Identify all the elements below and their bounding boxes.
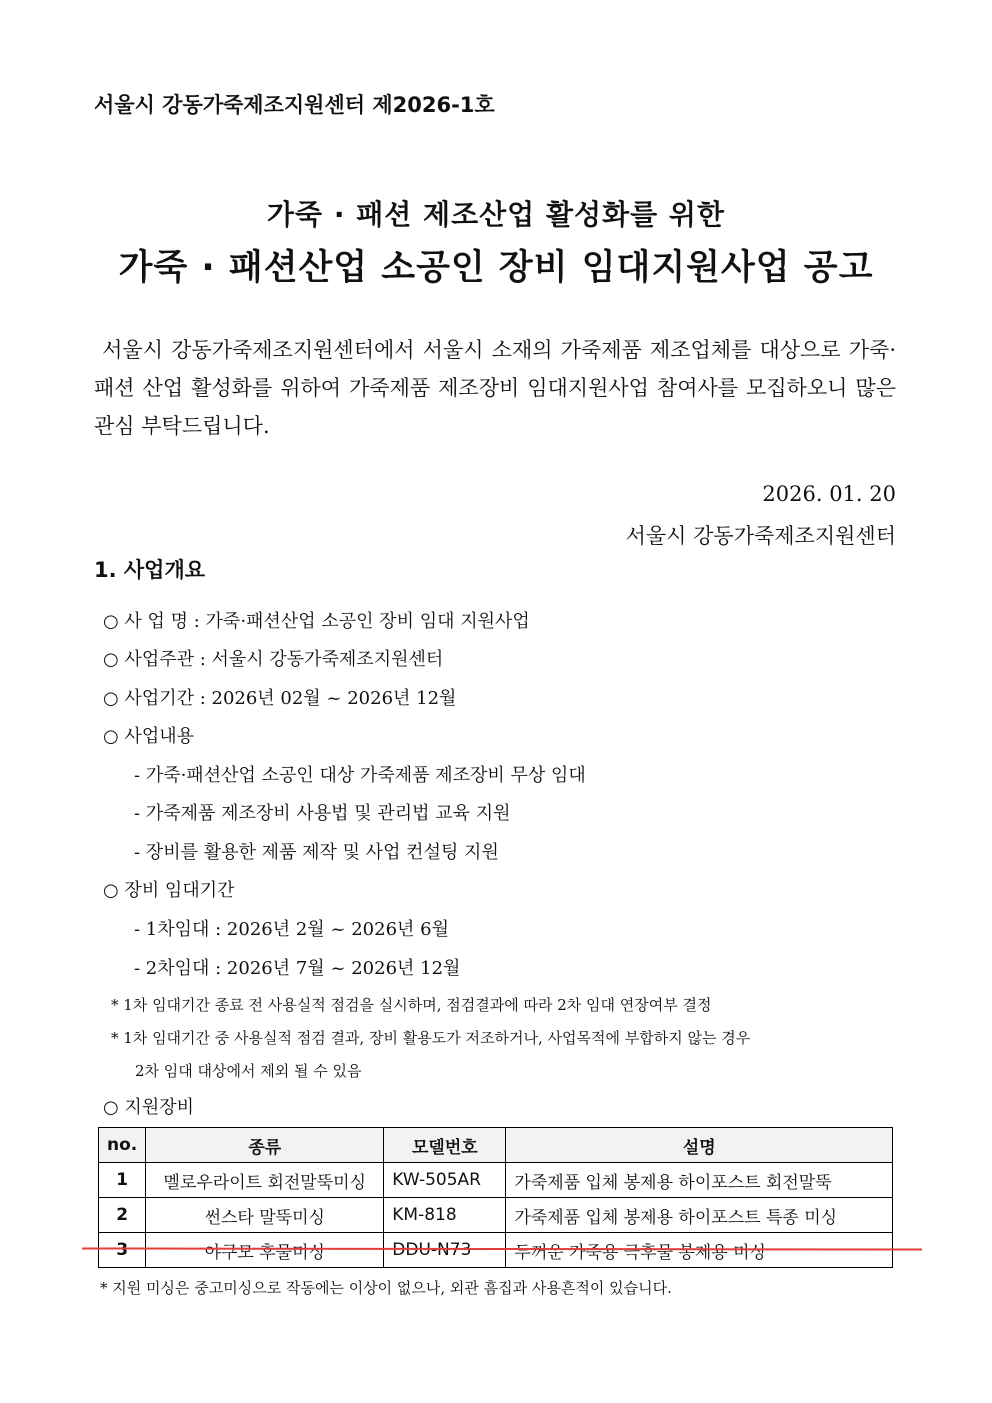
cell-description: 가죽제품 입체 봉제용 하이포스트 특종 미싱 [506, 1198, 893, 1233]
cell-no: 1 [99, 1163, 146, 1198]
table-header-row [99, 1128, 893, 1163]
issue-date: 2026. 01. 20 [762, 482, 896, 506]
cell-model: KW-505AR [384, 1163, 506, 1198]
section-heading: 1. 사업개요 [94, 558, 206, 582]
content-sub-item: - 가죽제품 제조장비 사용법 및 관리법 교육 지원 [134, 803, 511, 824]
period-sub-item: - 1차임대 : 2026년 2월 ~ 2026년 6월 [134, 919, 449, 940]
cell-model: KM-818 [384, 1198, 506, 1233]
intro-paragraph [94, 331, 896, 445]
header-model: 모델번호 [384, 1128, 506, 1163]
title-subtitle: 가죽 · 패션 제조산업 활성화를 위한 [266, 198, 726, 231]
table-row [99, 1198, 893, 1233]
item-equipment: ○ 지원장비 [103, 1097, 194, 1118]
cell-type: 썬스타 말뚝미싱 [146, 1198, 384, 1233]
item-period: ○ 사업기간 : 2026년 02월 ~ 2026년 12월 [103, 688, 457, 709]
cell-no: 3 [99, 1233, 146, 1268]
note-item-continued: 2차 임대 대상에서 제외 될 수 있음 [135, 1062, 362, 1080]
cell-model: DDU-N73 [384, 1233, 506, 1268]
cell-no: 2 [99, 1198, 146, 1233]
item-content: ○ 사업내용 [103, 726, 194, 747]
note-item: * 1차 임대기간 중 사용실적 점검 결과, 장비 활용도가 저조하거나, 사업목적에 부합하지 않는 경우 [111, 1029, 751, 1047]
footnote: * 지원 미싱은 중고미싱으로 작동에는 이상이 없으나, 외관 흠집과 사용흔적이 있습니다. [100, 1279, 672, 1297]
issuer: 서울시 강동가죽제조지원센터 [625, 524, 896, 548]
header-no: no. [99, 1128, 146, 1163]
item-project-name: ○ 사 업 명 : 가죽·패션산업 소공인 장비 임대 지원사업 [103, 611, 530, 632]
note-item: * 1차 임대기간 종료 전 사용실적 점검을 실시하며, 점검결과에 따라 2차 임대 연장여부 결정 [111, 996, 712, 1014]
content-sub-item: - 가죽·패션산업 소공인 대상 가죽제품 제조장비 무상 임대 [134, 765, 586, 786]
header-description: 설명 [506, 1128, 893, 1163]
page-title: 가죽 · 패션산업 소공인 장비 임대지원사업 공고 [118, 248, 874, 288]
cell-description: 두꺼운 가죽용 극후물 봉제용 미싱 [506, 1233, 893, 1268]
item-organizer: ○ 사업주관 : 서울시 강동가죽제조지원센터 [103, 649, 444, 670]
table-row [99, 1163, 893, 1198]
cell-type: 멜로우라이트 회전말뚝미싱 [146, 1163, 384, 1198]
header-type: 종류 [146, 1128, 384, 1163]
content-sub-item: - 장비를 활용한 제품 제작 및 사업 컨설팅 지원 [134, 842, 499, 863]
cell-description: 가죽제품 입체 봉제용 하이포스트 회전말뚝 [506, 1163, 893, 1198]
document-number: 서울시 강동가죽제조지원센터 제2026-1호 [94, 93, 495, 117]
item-rental-period: ○ 장비 임대기간 [103, 880, 235, 901]
period-sub-item: - 2차임대 : 2026년 7월 ~ 2026년 12월 [134, 958, 461, 979]
cell-type: 야쿠모 후물미싱 [146, 1233, 384, 1268]
intro-text: 서울시 강동가죽제조지원센터에서 서울시 소재의 가죽제품 제조업체를 대상으로 가죽·패션 산업 활성화를 위하여 가죽제품 제조장비 임대지원사업 참여사를 모집하오니 많은 관심 부탁드립니다. [94, 338, 896, 438]
